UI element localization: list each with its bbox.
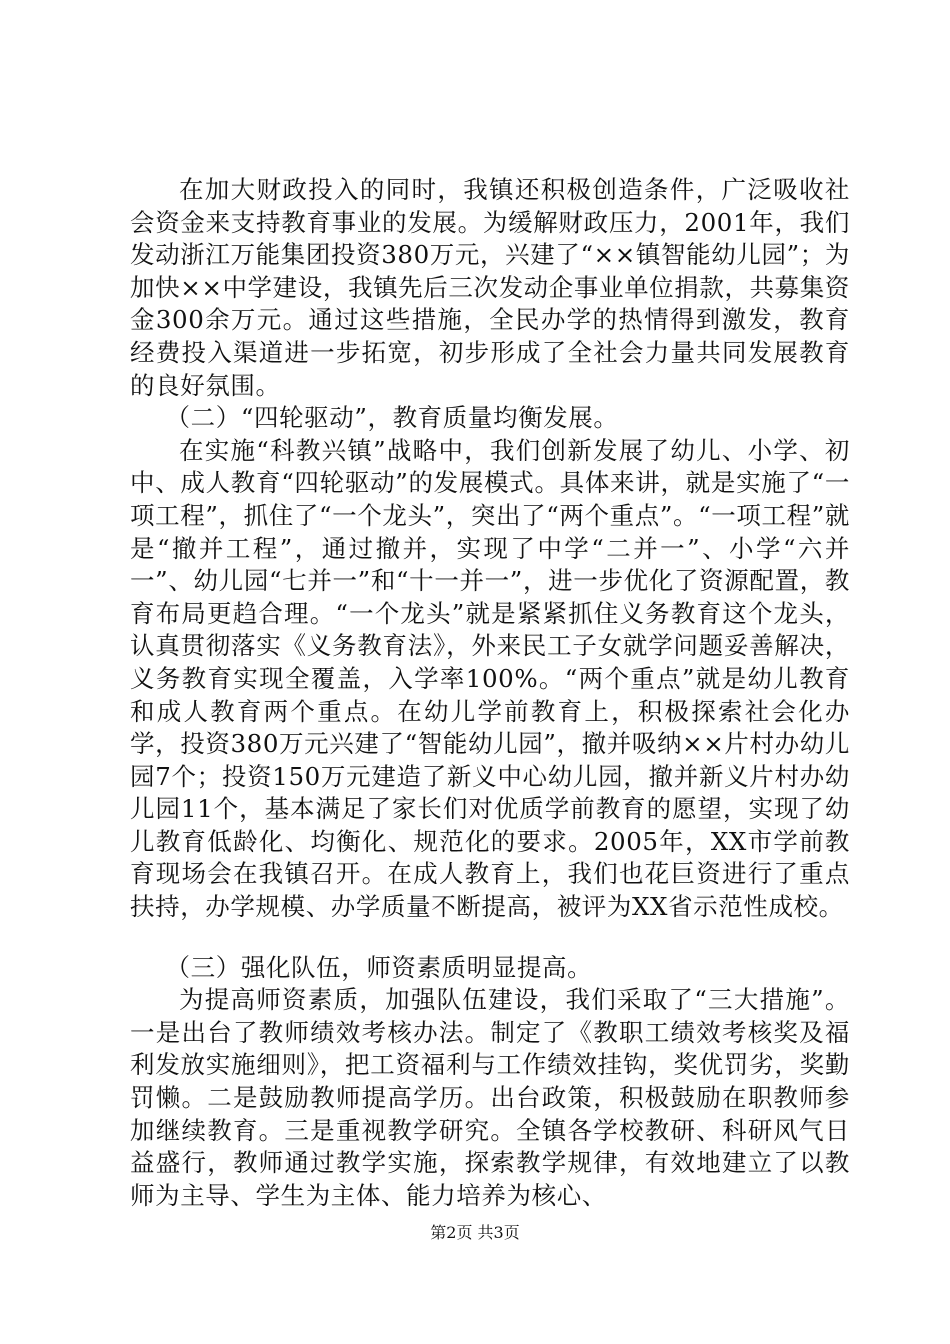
page-number-footer: 第2页 共3页: [430, 1223, 520, 1242]
section-heading-teacher-quality: （三）强化队伍，师资素质明显提高。: [165, 952, 593, 982]
paragraph-teacher-quality: 为提高师资素质，加强队伍建设，我们采取了“三大措施”。一是出台了教师绩效考核办法。制定了《教职工绩效考核奖及福利发放实施细则》，把工资福利与工作绩效挂钩，奖优罚劣，奖勤罚懒。二是鼓励教师提高学历。出台政策，积极鼓励在职教师参加继续教育。三是重视教学研究。全镇各学校教研、科研风气日益盛行，教师通过教学实施，探索教学规律，有效地建立了以教师为主导、学生为主体、能力培养为核心、: [130, 985, 850, 1210]
paragraph-four-wheel-drive: 在实施“科教兴镇”战略中，我们创新发展了幼儿、小学、初中、成人教育“四轮驱动”的发展模式。具体来讲，就是实施了“一项工程”，抓住了“一个龙头”，突出了“两个重点”。“一项工程”就是“撤并工程”，通过撤并，实现了中学“二并一”、小学“六并一”、幼儿园“七并一”和“十一并一”，进一步优化了资源配置，教育布局更趋合理。“一个龙头”就是紧紧抓住义务教育这个龙头，认真贯彻落实《义务教育法》，外来民工子女就学问题妥善解决，义务教育实现全覆盖，入学率100%。“两个重点”就是幼儿教育和成人教育两个重点。在幼儿学前教育上，积极探索社会化办学，投资380万元兴建了“智能幼儿园”，撤并吸纳××片村办幼儿园7个；投资150万元建造了新义中心幼儿园，撤并新义片村办幼儿园11个，基本满足了家长们对优质学前教育的愿望，实现了幼儿教育低龄化、均衡化、规范化的要求。2005年，XX市学前教育现场会在我镇召开。在成人教育上，我们也花巨资进行了重点扶持，办学规模、办学质量不断提高，被评为XX省示范性成校。: [130, 435, 850, 922]
document-body: [130, 174, 850, 1212]
section-heading-four-wheel-drive: （二）“四轮驱动”，教育质量均衡发展。: [165, 403, 619, 433]
paragraph-funding: 在加大财政投入的同时，我镇还积极创造条件，广泛吸收社会资金来支持教育事业的发展。为缓解财政压力，2001年，我们发动浙江万能集团投资380万元，兴建了“××镇智能幼儿园”；为加快××中学建设，我镇先后三次发动企事业单位捐款，共募集资金300余万元。通过这些措施，全民办学的热情得到激发，教育经费投入渠道进一步拓宽，初步形成了全社会力量共同发展教育的良好氛围。: [130, 175, 850, 400]
